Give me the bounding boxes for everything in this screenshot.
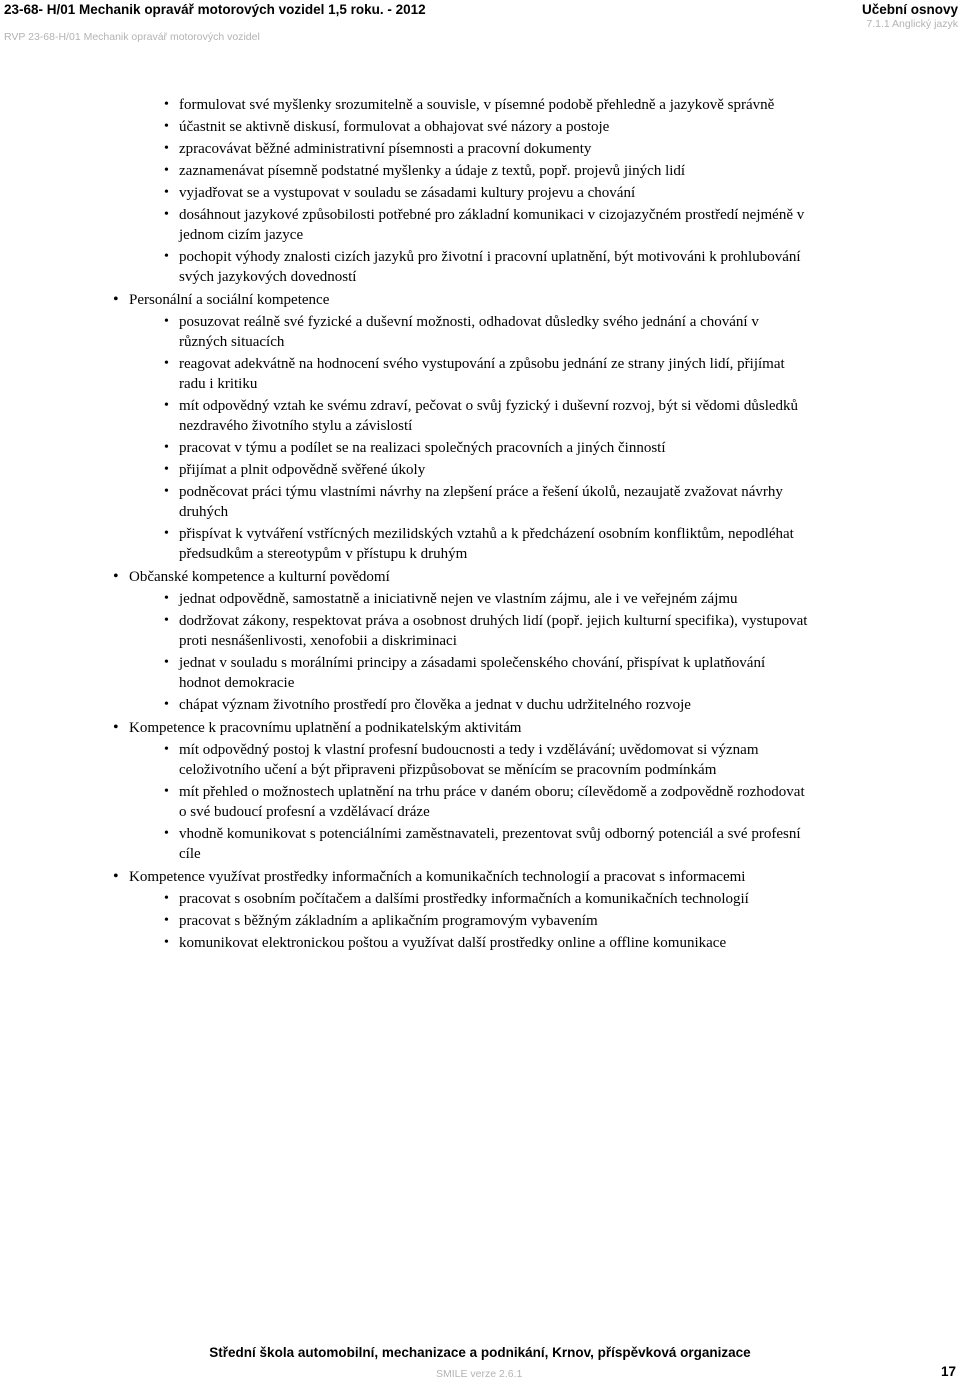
list-item: • komunikovat elektronickou poštou a využívat další prostředky online a offline komunikace (164, 935, 727, 951)
list-item: • posuzovat reálně své fyzické a duševní možnosti, odhadovat důsledky svého jednání a chování v různých situacích (164, 314, 759, 350)
list-item: • mít odpovědný postoj k vlastní profesní budoucnosti a tedy i vzdělávání; uvědomovat si význam celoživotního učení a být připraveni přizpůsobovat se měnícím se pracovním podmínkám (164, 742, 759, 778)
list-item: • mít přehled o možnostech uplatnění na trhu práce v daném oboru; cílevědomě a zodpovědně rozhodovat o své budoucí profesní a vzdělávací dráze (164, 784, 805, 820)
page-header (0, 0, 960, 48)
list-item: • podněcovat práci týmu vlastními návrhy na zlepšení práce a řešení úkolů, nezaujatě zvažovat návrhy druhých (164, 484, 783, 520)
list-item: • přijímat a plnit odpovědně svěřené úkoly (164, 462, 426, 478)
list-item: • pracovat v týmu a podílet se na realizaci společných pracovních a jiných činností (164, 440, 666, 456)
list-item: • dosáhnout jazykové způsobilosti potřebné pro základní komunikaci v cizojazyčném prostředí nejméně v jednom cizím jazyce (164, 207, 805, 243)
list-item: • zpracovávat běžné administrativní písemnosti a pracovní dokumenty (164, 141, 592, 157)
list-item: • vhodně komunikovat s potenciálními zaměstnavateli, prezentovat svůj odborný potenciál a své profesní cíle (164, 826, 801, 862)
footer-school-name: Střední škola automobilní, mechanizace a podnikání, Krnov, příspěvková organizace (209, 1345, 751, 1360)
list-item: • chápat význam životního prostředí pro člověka a jednat v duchu udržitelného rozvoje (164, 697, 691, 713)
list-item: • formulovat své myšlenky srozumitelně a souvisle, v písemné podobě přehledně a jazykově správně (164, 97, 775, 113)
list-item: • dodržovat zákony, respektovat práva a osobnost druhých lidí (popř. jejich kulturní specifika), vystupovat proti nesnášenlivosti, xenofobii a diskriminaci (164, 613, 808, 649)
section-title: Učební osnovy (861, 2, 958, 17)
section-heading: Kompetence využívat prostředky informačních a komunikačních technologií a pracovat s informacemi (129, 869, 746, 885)
section-heading: Personální a sociální kompetence (129, 292, 330, 308)
list-item: • přispívat k vytváření vstřícných mezilidských vztahů a k předcházení osobním konfliktům, nepodléhat předsudkům a stereotypům v přístupu k druhým (164, 526, 794, 562)
list-item: • pracovat s osobním počítačem a dalšími prostředky informačních a komunikačních technologií (164, 891, 749, 907)
document-subtitle: RVP 23-68-H/01 Mechanik opravář motorových vozidel (4, 31, 260, 43)
list-item: • zaznamenávat písemně podstatné myšlenky a údaje z textů, popř. projevů jiných lidí (164, 163, 686, 179)
list-item: • pochopit výhody znalosti cizích jazyků pro životní i pracovní uplatnění, být motivováni k prohlubování svých jazykových dovedností (164, 249, 801, 285)
footer-version: SMILE verze 2.6.1 (436, 1368, 523, 1380)
page-number: 17 (940, 1364, 956, 1379)
subsection-title: 7.1.1 Anglický jazyk (866, 18, 958, 30)
document-title: 23-68- H/01 Mechanik opravář motorových vozidel 1,5 roku. - 2012 (4, 2, 426, 17)
section-civic: • Občanské kompetence a kulturní povědomí • jednat odpovědně, samostatně a iniciativně nejen ve vlastním zájmu, ale i ve veřejném zájmu • dodržovat zákony, respektovat práva a osobnost druhých lidí (popř. jejich kulturní specifika), vystupovat proti nesnášenlivosti, xenofobii a diskriminaci • jednat v souladu s morálními principy a zásadami společenského chování, přispívat k uplatňování hodnot demokracie • chápat význam životního prostředí pro člověka a jednat v duchu udržitelného rozvoje (113, 568, 808, 713)
list-item: • mít odpovědný vztah ke svému zdraví, pečovat o svůj fyzický i duševní rozvoj, být si vědomi důsledků nezdravého životního stylu a závislostí (164, 398, 799, 434)
continued-section (0, 95, 810, 287)
section-ict: • Kompetence využívat prostředky informačních a komunikačních technologií a pracovat s informacemi • pracovat s osobním počítačem a dalšími prostředky informačních a komunikačních technologií • pracovat s běžným základním a aplikačním programovým vybavením • komunikovat elektronickou poštou a využívat další prostředky online a offline komunikace (0, 867, 799, 953)
list-item: • pracovat s běžným základním a aplikačním programovým vybavením (164, 913, 598, 929)
list-item: • jednat odpovědně, samostatně a iniciativně nejen ve vlastním zájmu, ale i ve veřejném zájmu (164, 591, 738, 607)
list-item: • reagovat adekvátně na hodnocení svého vystupování a způsobu jednání ze strany jiných lidí, přijímat radu i kritiku (164, 356, 785, 392)
list-item: • účastnit se aktivně diskusí, formulovat a obhajovat své názory a postoje (164, 119, 610, 135)
section-employment: • Kompetence k pracovnímu uplatnění a podnikatelským aktivitám • mít odpovědný postoj k vlastní profesní budoucnosti a tedy i vzdělávání; uvědomovat si význam celoživotního učení a být připraveni přizpůsobovat se měnícím se pracovním podmínkám • mít přehled o možnostech uplatnění na trhu práce v daném oboru; cílevědomě a zodpovědně rozhodovat o své budoucí profesní a vzdělávací dráze • vhodně komunikovat s potenciálními zaměstnavateli, prezentovat svůj odborný potenciál a své profesní cíle (0, 718, 799, 864)
list-item: • vyjadřovat se a vystupovat v souladu se zásadami kultury projevu a chování (164, 185, 636, 201)
list-item: • jednat v souladu s morálními principy a zásadami společenského chování, přispívat k uplatňování hodnot demokracie (164, 655, 766, 691)
competency-list (0, 93, 960, 956)
section-personal-social: • Personální a sociální kompetence • posuzovat reálně své fyzické a duševní možnosti, odhadovat důsledky svého jednání a chování v různých situacích • reagovat adekvátně na hodnocení svého vystupování a způsobu jednání ze strany jiných lidí, přijímat radu i kritiku • mít odpovědný vztah ke svému zdraví, pečovat o svůj fyzický i duševní rozvoj, být si vědomi důsledků nezdravého životního stylu a závislostí • pracovat v týmu a podílet se na realizaci společných pracovních a jiných činností • přijímat a plnit odpovědně svěřené úkoly • podněcovat práci týmu vlastními návrhy na zlepšení práce a řešení úkolů, nezaujatě zvažovat návrhy druhých • přispívat k vytváření vstřícných mezilidských vztahů a k předcházení osobním konfliktům, nepodléhat předsudkům a stereotypům v přístupu k druhým (0, 290, 799, 564)
section-heading: Občanské kompetence a kulturní povědomí (129, 569, 390, 585)
section-heading: Kompetence k pracovnímu uplatnění a podnikatelským aktivitám (129, 720, 522, 736)
